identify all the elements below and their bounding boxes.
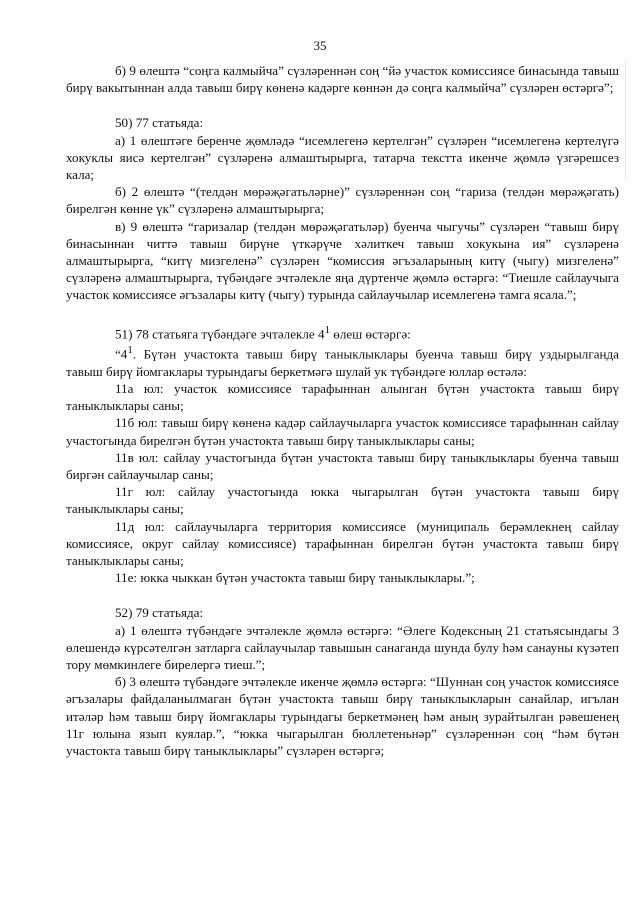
line-11v: 11в юл: сайлау участогында бүтән участокта тавыш бирү таныклыклары буенча тавыш биргән сайлаучылар саны;: [66, 449, 619, 482]
paragraph-50-heading: 50) 77 статьяда:: [115, 115, 204, 131]
paragraph-49b: б) 9 өлештә “соңга калмыйча” сүзләреннән соң “йә участок комиссиясе бинасында тавыш бирү вакытыннан алда тавыш бирү көненә кадәрге көннән дә соңга калмыйча” сүзләрен өстәргә”;: [66, 63, 619, 96]
paragraph-52a: а) 1 өлештә түбәндәге эчтәлекле җөмлә өстәргә: “Әлеге Кодексның 21 статьясындагы 3 өлешендә күрсәтелгән затларга сайлаучылар тавышын санаганда шунда булу һәм санауны күзәтеп тору мөмкинлеге бирелергә тиеш.”;: [66, 622, 619, 673]
paragraph-51-tail: өлеш өстәргә:: [330, 326, 411, 341]
quote-number: “4: [115, 346, 128, 362]
document-body: [66, 62, 619, 759]
paragraph-52b: б) 3 өлештә түбәндәге эчтәлекле икенче җөмлә өстәргә: “Шуннан соң участок комиссиясе әгъзалары файдаланылмаган бүтән участокта тавыш бирү таныклыкларын санайлар, игълан итәләр һәм тавыш бирү йомгаклары турындагы беркетмәнең һәм аның зурайтылган рәвешенең 11г юлына язып куялар.”, “юкка чыгарылган бюллетеньнәр” сүзләреннән соң “һәм бүтән участокта тавыш бирү таныклыклары” сүзләрен өстәргә;: [66, 674, 619, 759]
line-11e: 11е: юкка чыккан бүтән участокта тавыш бирү таныклыклары.”;: [115, 570, 475, 586]
paragraph-51-heading: [66, 322, 619, 343]
page-number: 35: [313, 38, 327, 53]
line-11g: 11г юл: сайлау участогында юкка чыгарылган бүтән участокта тавыш бирү таныклыклары саны;: [66, 484, 619, 517]
paragraph-50b: б) 2 өлештә “(телдән мөрәҗәгатьләрне)” сүзләреннән соң “гариза (телдән мөрәҗәгать) бирелгән көнне үк” сүзләренә алмаштырырга;: [66, 184, 619, 217]
paragraph-52-heading: 52) 79 статьяда:: [115, 605, 204, 621]
quote-superscript: 1: [127, 344, 133, 357]
line-11a: 11а юл: участок комиссиясе тарафыннан алынган бүтән участокта тавыш бирү таныклыклары саны;: [66, 380, 619, 414]
scan-edge-mark: [625, 60, 626, 180]
quote-text: . Бүтән участокта тавыш бирү таныклыклары буенча тавыш бирү уздырылганда тавыш бирү йомгаклары турындагы беркетмәгә шулай ук түбәндәге юллар өстәлә:: [66, 346, 619, 379]
paragraph-51-quote: [66, 342, 619, 380]
line-11d: 11д юл: сайлаучыларга территория комиссиясе (муниципаль берәмлекнең сайлау комиссиясе, округ сайлау комиссиясе) тарафыннан бирелгән бүтән участокта тавыш бирү таныклыклары саны;: [66, 518, 619, 568]
paragraph-51-superscript: 1: [324, 323, 331, 336]
line-11b: 11б юл: тавыш бирү көненә кадәр сайлаучыларга участок комиссиясе тарафыннан сайлау участогында бирелгән бүтән участокта тавыш бирү таныклыклары саны;: [66, 415, 619, 448]
paragraph-51-text: 51) 78 статьяга түбәндәге эчтәлекле 4: [115, 326, 325, 341]
paragraph-50a: а) 1 өлештәге беренче җөмләдә “исемлегенә кертелгән” сүзләрен “исемлегенә кертелүгә хокуклы яисә кертелгән” сүзләренә алмаштырырга, татарча текстта икенче җөмлә үзгәрешсез кала;: [66, 132, 619, 183]
paragraph-50v: в) 9 өлештә “гаризалар (телдән мөрәҗәгатьләр) буенча чыгучы” сүзләрен “тавыш бирү бинасыннан читтә тавыш бирүне үткәрүче хәлиткеч тавыш хокукына ия” сүзләренә алмаштырырга, “китү мизгеленә” сүзләрен “комиссия әгъзаларының китү (чыгу) мизгеленә” сүзләренә алмаштырырга, түбәндәге эчтәлекле яңа дүртенче җөмлә өстәргә: “Тиешле сайлаучыга участок комиссиясе әгъзалары китү (чыгу) турында сайлаучылар исемлегенә тамга ясала.”;: [66, 218, 619, 303]
